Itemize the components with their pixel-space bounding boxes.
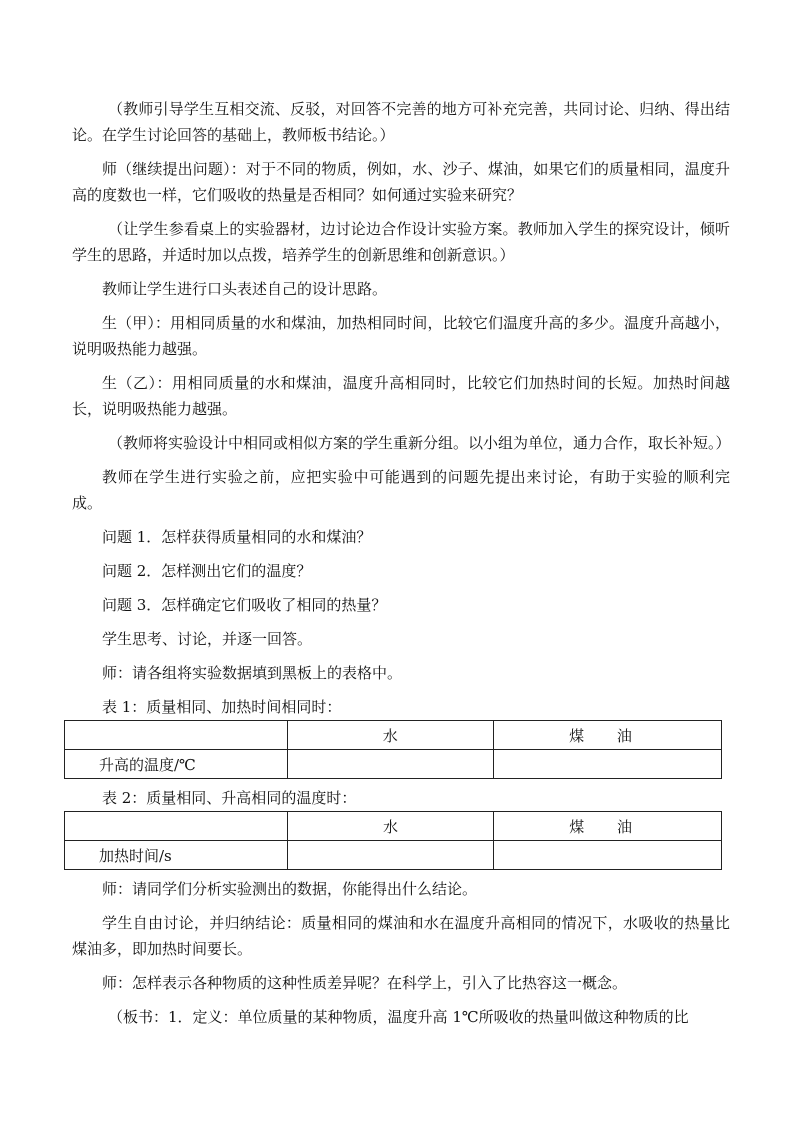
- table-cell: [287, 750, 493, 779]
- table-cell: 煤 油: [494, 721, 722, 750]
- table-cell: 加热时间/s: [65, 841, 288, 870]
- paragraph: 师（继续提出问题）：对于不同的物质，例如，水、沙子、煤油，如果它们的质量相同，温度升高的度数也一样，它们吸收的热量是否相同？如何通过实验来研究？: [72, 160, 730, 204]
- table-row: [65, 841, 722, 870]
- paragraph: 生（甲）：用相同质量的水和煤油，加热相同时间，比较它们温度升高的多少。温度升高越小，说明吸热能力越强。: [72, 314, 730, 358]
- paragraph: 师：怎样表示各种物质的这种性质差异呢？在科学上，引入了比热容这一概念。: [102, 974, 628, 992]
- paragraph: 生（乙）：用相同质量的水和煤油，温度升高相同时，比较它们加热时间的长短。加热时间越长，说明吸热能力越强。: [72, 374, 730, 418]
- paragraph: 问题 2．怎样测出它们的温度？: [102, 562, 312, 580]
- table-cell: 水: [287, 812, 493, 841]
- table-caption: 表 1：质量相同、加热时间相同时：: [102, 698, 342, 716]
- table-cell: [494, 750, 722, 779]
- data-table-2: [64, 811, 722, 870]
- paragraph: 教师在学生进行实验之前，应把实验中可能遇到的问题先提出来讨论，有助于实验的顺利完成。: [72, 468, 730, 512]
- paragraph: 学生思考、讨论，并逐一回答。: [102, 630, 313, 648]
- table-header-row: [65, 812, 722, 841]
- table-cell: [65, 721, 288, 750]
- table-cell: 水: [287, 721, 493, 750]
- paragraph: （教师将实验设计中相同或相似方案的学生重新分组。以小组为单位，通力合作，取长补短。）: [108, 434, 731, 452]
- paragraph: （让学生参看桌上的实验器材，边讨论边合作设计实验方案。教师加入学生的探究设计，倾听学生的思路，并适时加以点拨，培养学生的创新思维和创新意识。）: [72, 220, 730, 264]
- paragraph: 师：请同学们分析实验测出的数据，你能得出什么结论。: [102, 880, 478, 898]
- table-cell: [65, 812, 288, 841]
- paragraph: 教师让学生进行口头表述自己的设计思路。: [102, 280, 388, 298]
- table-cell: [494, 841, 722, 870]
- document-page: [72, 96, 730, 1038]
- data-table-1: [64, 720, 722, 779]
- paragraph: （教师引导学生互相交流、反驳，对回答不完善的地方可补充完善，共同讨论、归纳、得出结论。在学生讨论回答的基础上，教师板书结论。）: [72, 100, 730, 144]
- paragraph: （板书：1．定义：单位质量的某种物质，温度升高 1℃所吸收的热量叫做这种物质的比: [108, 1008, 689, 1026]
- paragraph: 问题 1．怎样获得质量相同的水和煤油？: [102, 528, 372, 546]
- table-row: [65, 750, 722, 779]
- table-cell: 升高的温度/℃: [65, 750, 288, 779]
- table-header-row: [65, 721, 722, 750]
- table-cell: [287, 841, 493, 870]
- table-caption: 表 2：质量相同、升高相同的温度时：: [102, 789, 357, 807]
- paragraph: 问题 3．怎样确定它们吸收了相同的热量？: [102, 596, 387, 614]
- table-cell: 煤 油: [494, 812, 722, 841]
- paragraph: 学生自由讨论，并归纳结论：质量相同的煤油和水在温度升高相同的情况下，水吸收的热量比煤油多，即加热时间要长。: [72, 914, 730, 958]
- paragraph: 师：请各组将实验数据填到黑板上的表格中。: [102, 664, 403, 682]
